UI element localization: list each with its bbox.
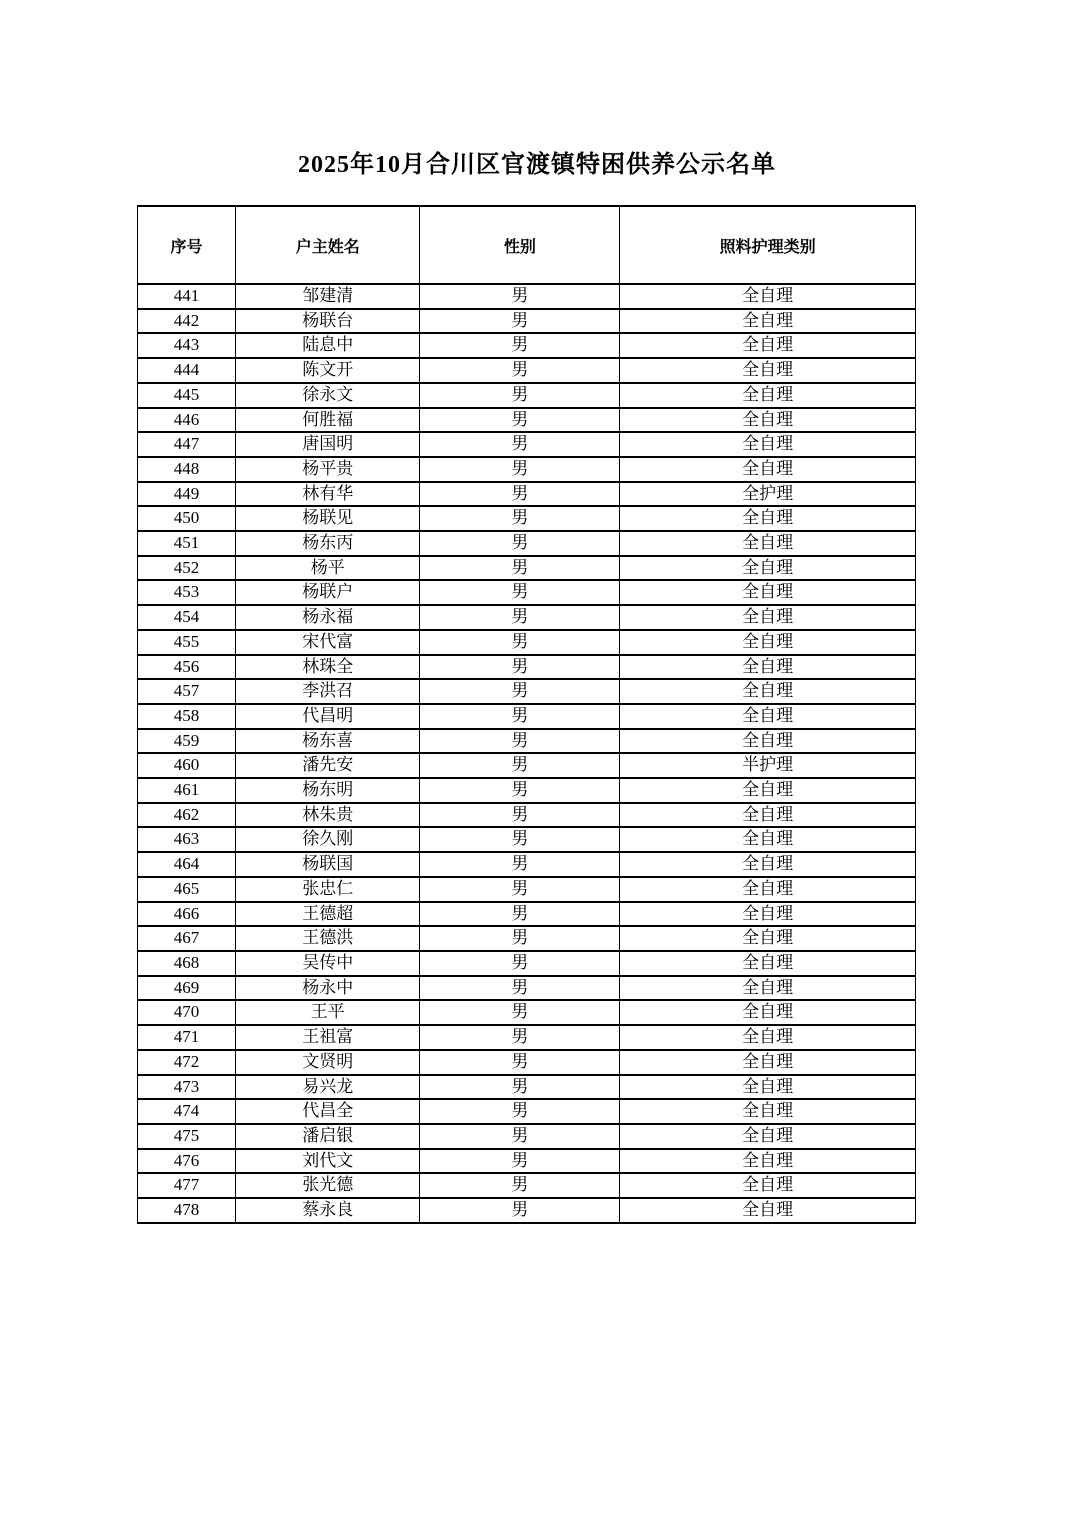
- name-cell: 杨东喜: [236, 729, 420, 754]
- care-category-cell: 半护理: [620, 753, 916, 778]
- serial-number-cell: 474: [138, 1099, 236, 1124]
- gender-cell: 男: [420, 432, 620, 457]
- gender-cell: 男: [420, 1075, 620, 1100]
- care-category-cell: 全自理: [620, 1075, 916, 1100]
- table-row: [138, 1025, 916, 1050]
- care-category-cell: 全自理: [620, 284, 916, 309]
- gender-cell: 男: [420, 778, 620, 803]
- table-row: [138, 1000, 916, 1025]
- care-category-cell: 全自理: [620, 679, 916, 704]
- gender-cell: 男: [420, 976, 620, 1001]
- gender-cell: 男: [420, 827, 620, 852]
- care-category-cell: 全自理: [620, 877, 916, 902]
- serial-number-cell: 471: [138, 1025, 236, 1050]
- gender-cell: 男: [420, 951, 620, 976]
- serial-number-cell: 456: [138, 655, 236, 680]
- care-category-cell: 全自理: [620, 605, 916, 630]
- table-row: [138, 457, 916, 482]
- gender-cell: 男: [420, 1149, 620, 1174]
- gender-cell: 男: [420, 358, 620, 383]
- care-category-cell: 全自理: [620, 531, 916, 556]
- name-cell: 林珠全: [236, 655, 420, 680]
- care-category-cell: 全自理: [620, 309, 916, 334]
- care-category-cell: 全自理: [620, 729, 916, 754]
- header-serial-number: 序号: [138, 206, 236, 284]
- name-cell: 林朱贵: [236, 803, 420, 828]
- serial-number-cell: 446: [138, 408, 236, 433]
- name-cell: 唐国明: [236, 432, 420, 457]
- table-row: [138, 1149, 916, 1174]
- table-row: [138, 1099, 916, 1124]
- serial-number-cell: 460: [138, 753, 236, 778]
- name-cell: 蔡永良: [236, 1198, 420, 1223]
- table-body: [138, 284, 916, 1223]
- name-cell: 陆息中: [236, 333, 420, 358]
- name-cell: 代昌全: [236, 1099, 420, 1124]
- table-row: [138, 383, 916, 408]
- page-title: 2025年10月合川区官渡镇特困供养公示名单: [298, 152, 776, 178]
- care-category-cell: 全自理: [620, 432, 916, 457]
- name-cell: 张忠仁: [236, 877, 420, 902]
- table-row: [138, 432, 916, 457]
- care-category-cell: 全自理: [620, 803, 916, 828]
- gender-cell: 男: [420, 284, 620, 309]
- table-row: [138, 580, 916, 605]
- name-cell: 王德超: [236, 902, 420, 927]
- care-category-cell: 全自理: [620, 1099, 916, 1124]
- name-cell: 徐久刚: [236, 827, 420, 852]
- table-row: [138, 679, 916, 704]
- care-category-cell: 全自理: [620, 1025, 916, 1050]
- header-gender: 性别: [420, 206, 620, 284]
- care-category-cell: 全自理: [620, 1198, 916, 1223]
- care-category-cell: 全自理: [620, 827, 916, 852]
- name-cell: 何胜福: [236, 408, 420, 433]
- serial-number-cell: 473: [138, 1075, 236, 1100]
- serial-number-cell: 475: [138, 1124, 236, 1149]
- table-row: [138, 976, 916, 1001]
- table-row: [138, 284, 916, 309]
- serial-number-cell: 477: [138, 1173, 236, 1198]
- gender-cell: 男: [420, 556, 620, 581]
- serial-number-cell: 472: [138, 1050, 236, 1075]
- serial-number-cell: 453: [138, 580, 236, 605]
- table-row: [138, 827, 916, 852]
- table-row: [138, 408, 916, 433]
- care-category-cell: 全自理: [620, 1000, 916, 1025]
- care-category-cell: 全自理: [620, 556, 916, 581]
- name-cell: 林有华: [236, 482, 420, 507]
- serial-number-cell: 468: [138, 951, 236, 976]
- care-category-cell: 全自理: [620, 408, 916, 433]
- name-cell: 易兴龙: [236, 1075, 420, 1100]
- table-row: [138, 531, 916, 556]
- serial-number-cell: 470: [138, 1000, 236, 1025]
- care-category-cell: 全自理: [620, 926, 916, 951]
- name-cell: 杨平贵: [236, 457, 420, 482]
- serial-number-cell: 455: [138, 630, 236, 655]
- care-category-cell: 全自理: [620, 655, 916, 680]
- name-cell: 徐永文: [236, 383, 420, 408]
- table-row: [138, 309, 916, 334]
- table-row: [138, 1173, 916, 1198]
- gender-cell: 男: [420, 408, 620, 433]
- gender-cell: 男: [420, 655, 620, 680]
- care-category-cell: 全自理: [620, 704, 916, 729]
- serial-number-cell: 458: [138, 704, 236, 729]
- care-category-cell: 全自理: [620, 630, 916, 655]
- serial-number-cell: 448: [138, 457, 236, 482]
- name-cell: 杨平: [236, 556, 420, 581]
- serial-number-cell: 476: [138, 1149, 236, 1174]
- table-row: [138, 1050, 916, 1075]
- name-cell: 文贤明: [236, 1050, 420, 1075]
- name-cell: 王祖富: [236, 1025, 420, 1050]
- table-row: [138, 926, 916, 951]
- name-cell: 邹建清: [236, 284, 420, 309]
- name-cell: 杨联台: [236, 309, 420, 334]
- care-category-cell: 全自理: [620, 457, 916, 482]
- table-row: [138, 506, 916, 531]
- serial-number-cell: 450: [138, 506, 236, 531]
- gender-cell: 男: [420, 704, 620, 729]
- table-row: [138, 753, 916, 778]
- care-category-cell: 全自理: [620, 506, 916, 531]
- name-cell: 代昌明: [236, 704, 420, 729]
- table-row: [138, 1124, 916, 1149]
- name-cell: 杨永中: [236, 976, 420, 1001]
- serial-number-cell: 443: [138, 333, 236, 358]
- care-category-cell: 全自理: [620, 1124, 916, 1149]
- gender-cell: 男: [420, 580, 620, 605]
- gender-cell: 男: [420, 753, 620, 778]
- care-category-cell: 全自理: [620, 383, 916, 408]
- gender-cell: 男: [420, 902, 620, 927]
- care-category-cell: 全自理: [620, 358, 916, 383]
- serial-number-cell: 451: [138, 531, 236, 556]
- care-category-cell: 全自理: [620, 1050, 916, 1075]
- table-row: [138, 482, 916, 507]
- gender-cell: 男: [420, 877, 620, 902]
- serial-number-cell: 478: [138, 1198, 236, 1223]
- name-cell: 杨联见: [236, 506, 420, 531]
- serial-number-cell: 452: [138, 556, 236, 581]
- serial-number-cell: 469: [138, 976, 236, 1001]
- care-category-cell: 全自理: [620, 1149, 916, 1174]
- gender-cell: 男: [420, 729, 620, 754]
- header-household-head-name: 户主姓名: [236, 206, 420, 284]
- publicity-roster-table: [137, 205, 916, 1224]
- care-category-cell: 全自理: [620, 580, 916, 605]
- serial-number-cell: 467: [138, 926, 236, 951]
- serial-number-cell: 449: [138, 482, 236, 507]
- serial-number-cell: 445: [138, 383, 236, 408]
- header-care-category: 照料护理类别: [620, 206, 916, 284]
- name-cell: 吴传中: [236, 951, 420, 976]
- gender-cell: 男: [420, 679, 620, 704]
- table-row: [138, 803, 916, 828]
- gender-cell: 男: [420, 1025, 620, 1050]
- serial-number-cell: 442: [138, 309, 236, 334]
- name-cell: 刘代文: [236, 1149, 420, 1174]
- name-cell: 陈文开: [236, 358, 420, 383]
- gender-cell: 男: [420, 333, 620, 358]
- name-cell: 杨永福: [236, 605, 420, 630]
- name-cell: 王德洪: [236, 926, 420, 951]
- table-row: [138, 605, 916, 630]
- table-row: [138, 630, 916, 655]
- gender-cell: 男: [420, 1173, 620, 1198]
- gender-cell: 男: [420, 803, 620, 828]
- table-row: [138, 358, 916, 383]
- name-cell: 王平: [236, 1000, 420, 1025]
- gender-cell: 男: [420, 1198, 620, 1223]
- name-cell: 杨东明: [236, 778, 420, 803]
- gender-cell: 男: [420, 1000, 620, 1025]
- serial-number-cell: 441: [138, 284, 236, 309]
- serial-number-cell: 459: [138, 729, 236, 754]
- name-cell: 潘先安: [236, 753, 420, 778]
- name-cell: 杨联国: [236, 852, 420, 877]
- gender-cell: 男: [420, 457, 620, 482]
- gender-cell: 男: [420, 1124, 620, 1149]
- gender-cell: 男: [420, 605, 620, 630]
- serial-number-cell: 464: [138, 852, 236, 877]
- name-cell: 潘启银: [236, 1124, 420, 1149]
- serial-number-cell: 461: [138, 778, 236, 803]
- care-category-cell: 全自理: [620, 1173, 916, 1198]
- table-row: [138, 902, 916, 927]
- care-category-cell: 全自理: [620, 976, 916, 1001]
- table-row: [138, 877, 916, 902]
- gender-cell: 男: [420, 531, 620, 556]
- gender-cell: 男: [420, 1050, 620, 1075]
- name-cell: 杨联户: [236, 580, 420, 605]
- table-row: [138, 729, 916, 754]
- gender-cell: 男: [420, 1099, 620, 1124]
- serial-number-cell: 462: [138, 803, 236, 828]
- serial-number-cell: 457: [138, 679, 236, 704]
- gender-cell: 男: [420, 482, 620, 507]
- roster-table-container: [137, 205, 916, 1224]
- table-row: [138, 951, 916, 976]
- care-category-cell: 全自理: [620, 902, 916, 927]
- table-row: [138, 704, 916, 729]
- table-row: [138, 556, 916, 581]
- name-cell: 宋代富: [236, 630, 420, 655]
- serial-number-cell: 447: [138, 432, 236, 457]
- care-category-cell: 全护理: [620, 482, 916, 507]
- serial-number-cell: 444: [138, 358, 236, 383]
- serial-number-cell: 454: [138, 605, 236, 630]
- serial-number-cell: 466: [138, 902, 236, 927]
- name-cell: 杨东丙: [236, 531, 420, 556]
- care-category-cell: 全自理: [620, 333, 916, 358]
- gender-cell: 男: [420, 926, 620, 951]
- serial-number-cell: 465: [138, 877, 236, 902]
- table-row: [138, 1075, 916, 1100]
- table-row: [138, 333, 916, 358]
- gender-cell: 男: [420, 383, 620, 408]
- gender-cell: 男: [420, 506, 620, 531]
- gender-cell: 男: [420, 309, 620, 334]
- table-row: [138, 778, 916, 803]
- table-row: [138, 655, 916, 680]
- table-header-row: [138, 206, 916, 284]
- gender-cell: 男: [420, 852, 620, 877]
- table-row: [138, 852, 916, 877]
- name-cell: 张光德: [236, 1173, 420, 1198]
- serial-number-cell: 463: [138, 827, 236, 852]
- table-row: [138, 1198, 916, 1223]
- care-category-cell: 全自理: [620, 852, 916, 877]
- care-category-cell: 全自理: [620, 951, 916, 976]
- gender-cell: 男: [420, 630, 620, 655]
- name-cell: 李洪召: [236, 679, 420, 704]
- care-category-cell: 全自理: [620, 778, 916, 803]
